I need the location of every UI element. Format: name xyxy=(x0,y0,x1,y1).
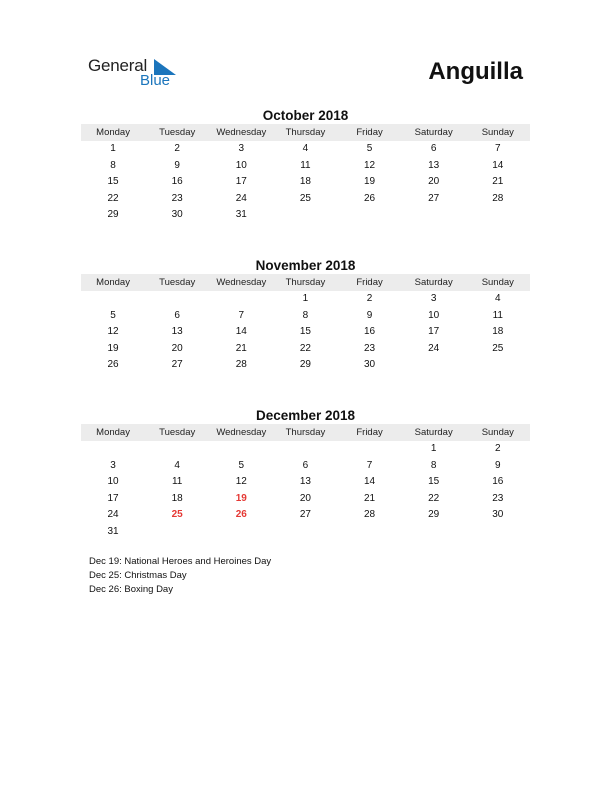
day-cell: 7 xyxy=(495,143,501,154)
day-cell: 1 xyxy=(302,293,309,304)
day-cell: 17 xyxy=(107,492,119,504)
empty-cell xyxy=(338,207,402,224)
day-cell: 18 xyxy=(171,492,183,504)
day-cell: 15 xyxy=(428,476,440,488)
holiday-day-cell: 25 xyxy=(171,509,183,521)
day-cell: 29 xyxy=(107,209,119,221)
weekday-header: Monday xyxy=(81,274,145,291)
empty-cell xyxy=(273,524,337,541)
month-grid xyxy=(81,424,530,541)
day-cell: 14 xyxy=(235,326,247,338)
weekday-header: Monday xyxy=(81,424,145,441)
day-cell: 20 xyxy=(428,176,440,188)
day-cell: 30 xyxy=(171,209,183,221)
day-cell: 16 xyxy=(492,476,504,488)
day-cell: 27 xyxy=(171,359,183,371)
day-cell: 22 xyxy=(428,492,440,504)
day-cell: 21 xyxy=(492,176,504,188)
brand-name-general: General xyxy=(88,56,148,75)
day-cell: 22 xyxy=(107,192,119,204)
day-cell: 22 xyxy=(299,342,311,354)
day-cell: 14 xyxy=(492,159,504,171)
weekday-header: Tuesday xyxy=(145,424,209,441)
day-cell: 4 xyxy=(302,143,309,154)
month-title: November 2018 xyxy=(255,258,356,273)
weekday-header: Saturday xyxy=(402,274,466,291)
empty-cell xyxy=(466,357,530,374)
empty-cell xyxy=(402,207,466,224)
empty-cell xyxy=(466,524,530,541)
day-cell: 13 xyxy=(171,326,183,338)
weekday-header: Wednesday xyxy=(209,424,273,441)
day-cell: 27 xyxy=(299,509,311,521)
empty-cell xyxy=(402,357,466,374)
day-cell: 5 xyxy=(238,459,245,471)
holiday-day-cell: 19 xyxy=(235,492,247,504)
day-cell: 11 xyxy=(171,476,183,488)
holiday-note: Dec 19: National Heroes and Heroines Day xyxy=(89,556,272,567)
day-cell: 1 xyxy=(430,443,437,454)
day-cell: 31 xyxy=(235,209,247,221)
weekday-header: Thursday xyxy=(273,124,337,141)
empty-cell xyxy=(81,291,145,308)
day-cell: 16 xyxy=(364,326,376,338)
weekday-header: Saturday xyxy=(402,124,466,141)
month-grid xyxy=(81,124,530,224)
day-cell: 28 xyxy=(364,509,376,521)
day-cell: 3 xyxy=(430,293,437,304)
day-cell: 21 xyxy=(235,342,247,354)
weekday-header: Friday xyxy=(338,424,402,441)
empty-cell xyxy=(81,441,145,458)
day-cell: 29 xyxy=(428,509,440,521)
weekday-header: Tuesday xyxy=(145,124,209,141)
day-cell: 8 xyxy=(110,159,116,171)
day-cell: 2 xyxy=(366,293,373,304)
holiday-day-cell: 26 xyxy=(235,509,247,521)
weekday-header: Thursday xyxy=(273,274,337,291)
day-cell: 24 xyxy=(107,509,119,521)
day-cell: 17 xyxy=(428,326,440,338)
weekday-header: Sunday xyxy=(466,124,530,141)
month-november xyxy=(81,257,530,374)
empty-cell xyxy=(145,524,209,541)
day-cell: 11 xyxy=(492,309,503,321)
day-cell: 20 xyxy=(299,492,311,504)
day-cell: 19 xyxy=(364,176,376,188)
month-october xyxy=(81,107,530,224)
day-cell: 6 xyxy=(302,459,309,471)
day-cell: 2 xyxy=(174,143,180,154)
day-cell: 5 xyxy=(366,143,373,154)
day-cell: 18 xyxy=(299,176,311,188)
empty-cell xyxy=(273,207,337,224)
day-cell: 14 xyxy=(364,476,376,488)
day-cell: 1 xyxy=(110,143,116,154)
weekday-header: Saturday xyxy=(402,424,466,441)
month-grid xyxy=(81,274,530,374)
empty-cell xyxy=(145,291,209,308)
holiday-notes xyxy=(89,555,271,597)
weekday-header: Sunday xyxy=(466,274,530,291)
empty-cell xyxy=(338,524,402,541)
empty-cell xyxy=(402,524,466,541)
day-cell: 25 xyxy=(299,192,311,204)
day-cell: 23 xyxy=(364,342,376,354)
day-cell: 28 xyxy=(235,359,247,371)
day-cell: 17 xyxy=(235,176,247,188)
day-cell: 9 xyxy=(366,309,373,321)
day-cell: 8 xyxy=(302,309,309,321)
day-cell: 2 xyxy=(495,443,501,454)
day-cell: 10 xyxy=(107,476,119,488)
month-title: October 2018 xyxy=(262,108,349,123)
month-title: December 2018 xyxy=(255,408,356,423)
weekday-header: Wednesday xyxy=(209,124,273,141)
day-cell: 18 xyxy=(492,326,504,338)
day-cell: 12 xyxy=(107,326,119,338)
day-cell: 15 xyxy=(107,176,119,188)
day-cell: 24 xyxy=(235,192,247,204)
day-cell: 10 xyxy=(235,159,247,171)
weekday-header: Sunday xyxy=(466,424,530,441)
day-cell: 8 xyxy=(430,459,437,471)
weekday-header: Thursday xyxy=(273,424,337,441)
day-cell: 3 xyxy=(110,459,116,471)
day-cell: 4 xyxy=(174,459,180,471)
day-cell: 12 xyxy=(235,476,247,488)
day-cell: 6 xyxy=(430,143,437,154)
day-cell: 29 xyxy=(299,359,311,371)
weekday-header: Friday xyxy=(338,124,402,141)
day-cell: 6 xyxy=(174,309,180,321)
weekday-header: Monday xyxy=(81,124,145,141)
day-cell: 7 xyxy=(238,309,245,321)
empty-cell xyxy=(209,441,273,458)
day-cell: 9 xyxy=(174,159,180,171)
day-cell: 13 xyxy=(428,159,440,171)
day-cell: 13 xyxy=(299,476,311,488)
weekday-header: Friday xyxy=(338,274,402,291)
empty-cell xyxy=(338,441,402,458)
day-cell: 3 xyxy=(238,143,245,154)
country-title: Anguilla xyxy=(428,58,523,85)
day-cell: 10 xyxy=(428,309,440,321)
day-cell: 23 xyxy=(492,492,504,504)
day-cell: 26 xyxy=(364,192,376,204)
day-cell: 23 xyxy=(171,192,183,204)
day-cell: 16 xyxy=(171,176,183,188)
day-cell: 31 xyxy=(107,525,119,537)
holiday-note: Dec 25: Christmas Day xyxy=(89,570,187,581)
day-cell: 27 xyxy=(428,192,440,204)
empty-cell xyxy=(273,441,337,458)
month-december xyxy=(81,407,530,541)
day-cell: 7 xyxy=(366,459,373,471)
day-cell: 26 xyxy=(107,359,119,371)
empty-cell xyxy=(209,524,273,541)
brand-name-blue: Blue xyxy=(140,72,171,89)
day-cell: 24 xyxy=(428,342,440,354)
weekday-header: Tuesday xyxy=(145,274,209,291)
day-cell: 5 xyxy=(110,309,116,321)
day-cell: 15 xyxy=(299,326,311,338)
day-cell: 20 xyxy=(171,342,183,354)
empty-cell xyxy=(466,207,530,224)
day-cell: 19 xyxy=(107,342,119,354)
day-cell: 28 xyxy=(492,192,504,204)
day-cell: 4 xyxy=(495,293,501,304)
weekday-header: Wednesday xyxy=(209,274,273,291)
day-cell: 30 xyxy=(364,359,376,371)
brand-logo xyxy=(88,56,198,92)
day-cell: 11 xyxy=(300,159,311,171)
day-cell: 21 xyxy=(364,492,376,504)
holiday-note: Dec 26: Boxing Day xyxy=(89,584,173,595)
day-cell: 9 xyxy=(495,459,501,471)
empty-cell xyxy=(145,441,209,458)
day-cell: 30 xyxy=(492,509,504,521)
day-cell: 25 xyxy=(492,342,504,354)
day-cell: 12 xyxy=(364,159,376,171)
empty-cell xyxy=(209,291,273,308)
